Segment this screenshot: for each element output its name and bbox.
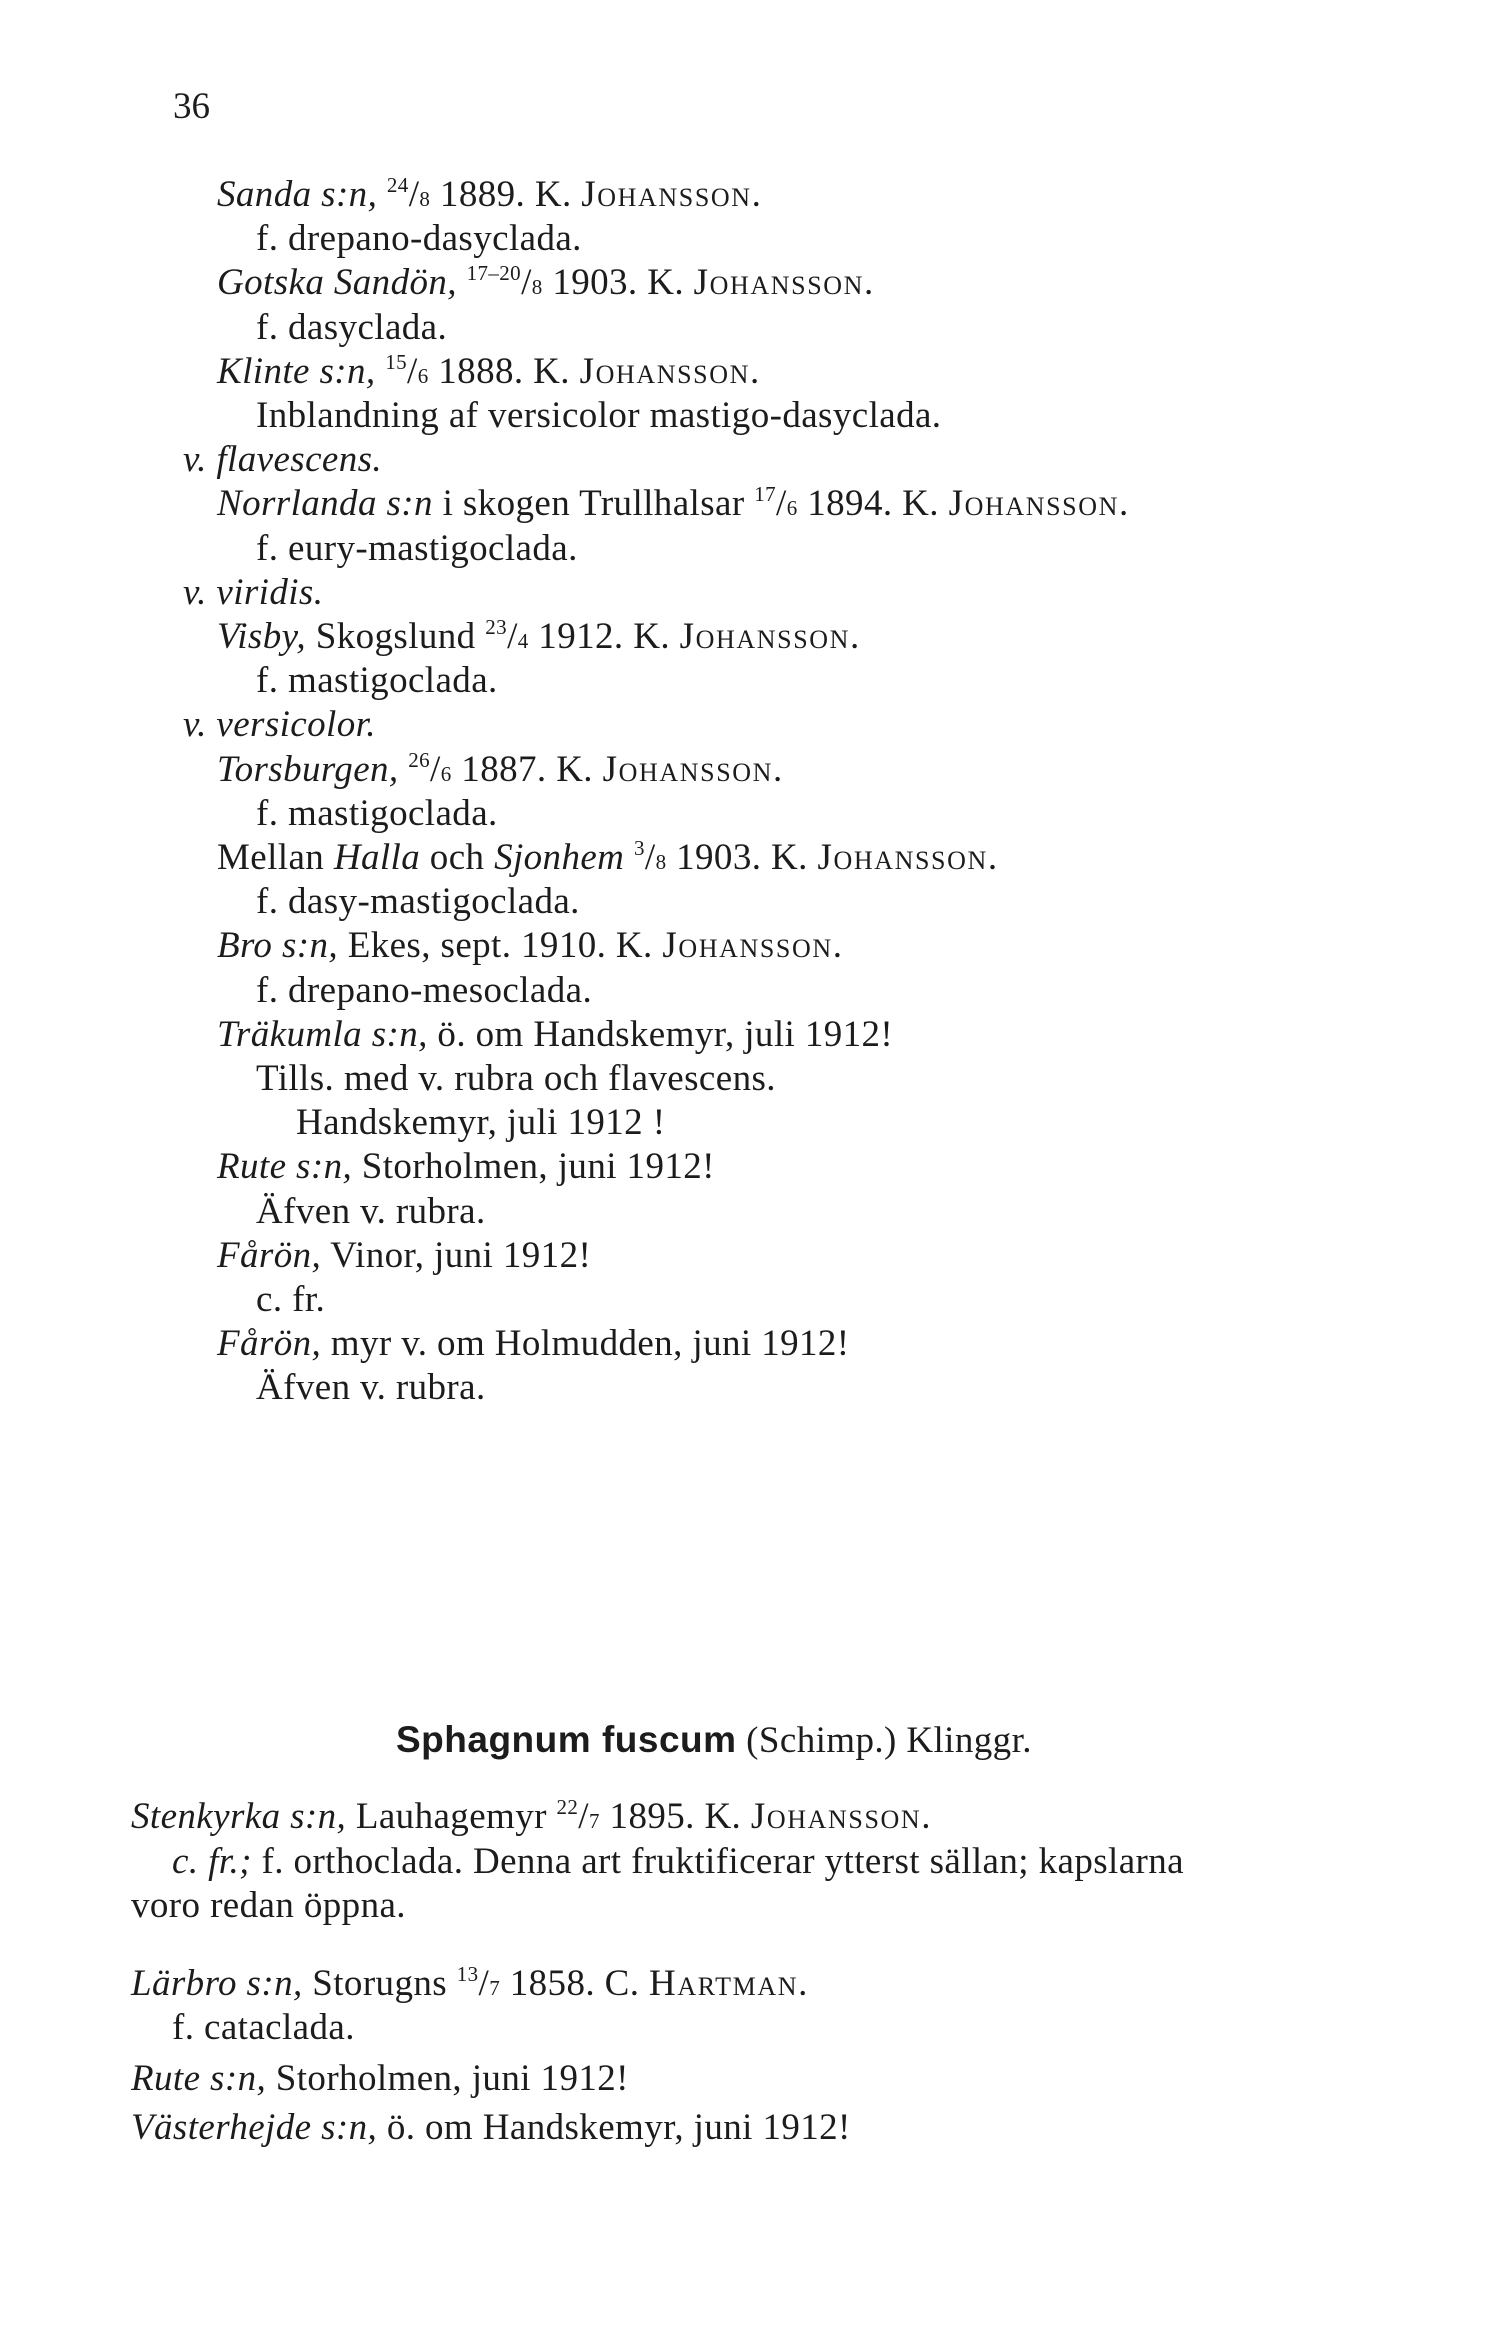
text-run: 8 — [531, 275, 543, 300]
text-line — [256, 527, 578, 571]
text-run: Bro s:n, — [217, 925, 339, 967]
text-line — [256, 880, 580, 924]
text-line — [172, 2006, 355, 2050]
text-line — [217, 748, 783, 792]
text-run: v. flavescens. — [183, 439, 383, 481]
text-run: f. drepano-dasyclada. — [256, 218, 582, 260]
text-run: f. eury-mastigoclada. — [256, 527, 578, 569]
text-run: 1903. K. — [542, 262, 694, 304]
text-run: Tills. med v. rubra och flavescens. — [256, 1058, 776, 1099]
text-line — [217, 350, 760, 394]
species-heading — [396, 1718, 1032, 1763]
text-line — [256, 659, 498, 703]
text-run: c. fr.; — [172, 1841, 252, 1882]
text-line — [256, 217, 582, 261]
text-line — [217, 1322, 850, 1366]
text-run: Vinor, juni 1912! — [321, 1234, 592, 1276]
text-line — [217, 615, 860, 659]
species-author: (Schimp.) Klinggr. — [736, 1720, 1032, 1761]
text-run: Gotska Sandön, — [217, 262, 467, 304]
text-line — [296, 1101, 665, 1145]
text-run: 1903. K. — [666, 837, 818, 878]
text-line — [183, 438, 382, 482]
text-run: 26 — [408, 747, 431, 772]
text-run: Träkumla s:n, — [217, 1013, 428, 1055]
text-run: 1912. K. — [528, 616, 680, 657]
text-run: Mellan — [217, 837, 334, 878]
text-run: Hartman — [649, 1963, 799, 2004]
text-run: Visby, — [217, 616, 307, 657]
text-run: / — [644, 837, 656, 878]
text-run: 4 — [517, 629, 529, 653]
text-run: . — [987, 837, 998, 878]
text-line — [256, 792, 498, 836]
text-run: . — [751, 174, 762, 215]
text-run: Johansson — [948, 483, 1119, 525]
text-run: 6 — [417, 363, 429, 388]
text-run: voro redan öppna. — [131, 1885, 406, 1926]
text-run: / — [578, 1796, 589, 1837]
text-run: . — [773, 748, 783, 790]
text-run: . — [750, 350, 760, 392]
text-line — [131, 1795, 931, 1839]
text-run: Johansson — [602, 748, 774, 790]
text-line — [131, 2106, 851, 2150]
text-run: Lauhagemyr — [346, 1796, 557, 1837]
text-run: Halla — [333, 837, 421, 878]
text-run: 1887. K. — [451, 748, 603, 790]
text-run: Ekes, sept. 1910. K. — [338, 925, 663, 967]
text-line — [217, 261, 874, 305]
text-run: / — [478, 1963, 490, 2004]
text-run: 3 — [633, 836, 645, 860]
text-run: f. cataclada. — [172, 2007, 355, 2048]
text-line — [256, 394, 941, 438]
text-line — [131, 1884, 406, 1928]
text-run — [624, 837, 634, 878]
text-run: Handskemyr, juli 1912 ! — [296, 1102, 666, 1144]
text-run: 1888. K. — [428, 350, 580, 392]
text-run: Storholmen, juni 1912! — [352, 1146, 715, 1188]
text-run: Klinte s:n, — [217, 350, 386, 392]
text-run: Johansson — [581, 174, 752, 215]
text-run: / — [408, 174, 420, 215]
text-run: 6 — [786, 496, 798, 521]
text-run: Västerhejde s:n, — [131, 2107, 378, 2148]
text-line — [256, 306, 447, 350]
text-run: 1894. K. — [797, 483, 949, 525]
text-line — [183, 571, 323, 615]
text-line — [256, 1278, 325, 1322]
text-run: Johansson — [679, 616, 851, 657]
text-run: . — [832, 925, 843, 967]
text-run: Inblandning af versicolor mastigo-dasyclada. — [256, 395, 942, 436]
text-run: / — [430, 748, 441, 790]
text-line — [217, 1234, 591, 1278]
text-run: . — [1118, 483, 1129, 525]
text-run: Torsburgen, — [217, 748, 409, 790]
text-run: . — [798, 1963, 808, 2004]
text-run: f. orthoclada. Denna art fruktificerar ytterst sällan; kapslarna — [251, 1841, 1184, 1882]
text-run: 1889. K. — [430, 174, 582, 215]
text-run: . — [921, 1796, 931, 1837]
text-run: ö. om Handskemyr, juli 1912! — [427, 1013, 894, 1055]
text-run: 13 — [456, 1962, 479, 1986]
text-run: 6 — [440, 761, 452, 786]
text-run: 8 — [655, 850, 667, 874]
text-run: Johansson — [662, 925, 833, 967]
species-name: Sphagnum fuscum — [396, 1719, 737, 1760]
text-line — [217, 173, 761, 217]
text-run: Johansson — [817, 837, 988, 878]
text-run: 15 — [385, 349, 408, 374]
text-run: / — [776, 483, 787, 525]
text-run: 8 — [419, 187, 431, 211]
text-run: Sanda s:n, — [217, 174, 387, 215]
text-run: Johansson — [693, 262, 865, 304]
text-run: Skogslund — [306, 616, 486, 657]
text-run: f. mastigoclada. — [256, 660, 498, 702]
text-run: ö. om Handskemyr, juni 1912! — [377, 2107, 851, 2148]
text-run: Stenkyrka s:n, — [131, 1796, 347, 1837]
text-run: Fårön, — [217, 1234, 322, 1276]
text-run: Fårön, — [217, 1323, 322, 1365]
text-run: Lärbro s:n, — [131, 1963, 303, 2004]
text-run: 24 — [386, 173, 409, 197]
text-run: f. drepano-mesoclada. — [256, 969, 593, 1011]
text-run: / — [507, 616, 518, 657]
text-run: Norrlanda s:n — [217, 483, 433, 525]
page-number: 36 — [173, 86, 210, 127]
text-run: 17 — [754, 482, 777, 507]
text-run: . — [864, 262, 874, 304]
text-run: c. fr. — [256, 1279, 326, 1320]
text-line — [131, 2057, 629, 2101]
text-run: Rute s:n, — [217, 1146, 353, 1188]
text-run: myr v. om Holmudden, juni 1912! — [321, 1323, 850, 1365]
text-line — [217, 482, 1129, 526]
text-run: Johansson — [579, 350, 750, 392]
text-run: / — [407, 350, 418, 392]
text-run: 1895. K. — [599, 1796, 751, 1837]
text-run: Johansson — [750, 1796, 922, 1837]
text-line — [217, 1145, 715, 1189]
text-run: 17–20 — [466, 261, 522, 286]
text-run: v. versicolor. — [183, 704, 376, 746]
text-line — [217, 924, 842, 968]
text-run: i skogen Trullhalsar — [432, 483, 755, 525]
text-run: Äfven v. rubra. — [256, 1367, 486, 1409]
text-line — [172, 1840, 1184, 1884]
text-line — [217, 1013, 893, 1057]
text-run: Rute s:n, — [131, 2058, 267, 2099]
text-run: 7 — [588, 1809, 600, 1833]
text-run: Storugns — [302, 1963, 457, 2004]
text-line — [131, 1962, 808, 2006]
text-run: och — [420, 837, 495, 878]
text-line — [256, 1057, 776, 1101]
text-run: Storholmen, juni 1912! — [266, 2058, 629, 2099]
text-line — [256, 969, 592, 1013]
text-run: Sjonhem — [494, 837, 625, 878]
text-run: / — [521, 262, 532, 304]
text-run: v. viridis. — [183, 571, 324, 613]
text-run: f. dasyclada. — [256, 306, 448, 348]
text-run: 23 — [485, 615, 508, 639]
text-run: 22 — [556, 1795, 579, 1819]
text-run: f. dasy-mastigoclada. — [256, 881, 580, 923]
text-run: Äfven v. rubra. — [256, 1190, 486, 1232]
text-line — [256, 1366, 486, 1410]
text-run: 7 — [489, 1976, 501, 2000]
text-run: 1858. C. — [500, 1963, 650, 2004]
text-line — [217, 836, 998, 880]
text-run: . — [850, 616, 860, 657]
text-run: f. mastigoclada. — [256, 792, 498, 834]
text-line — [183, 703, 376, 747]
text-line — [256, 1190, 486, 1234]
